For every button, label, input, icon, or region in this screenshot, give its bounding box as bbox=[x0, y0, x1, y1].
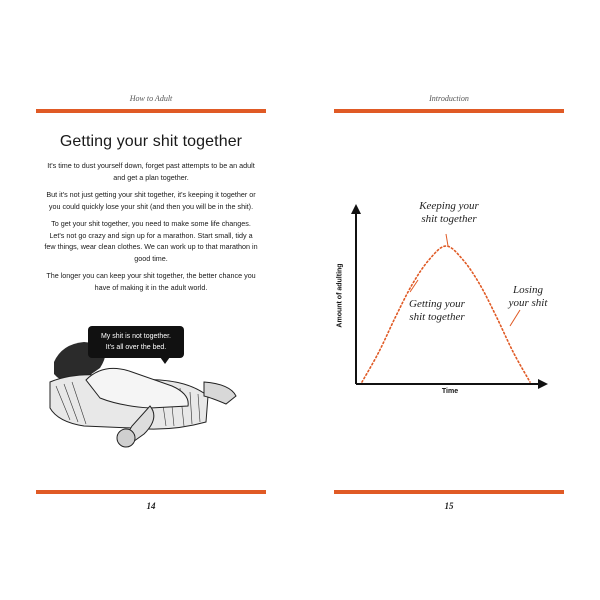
paragraph: It's time to dust yourself down, forget past attempts to be an adult and get a plan together. bbox=[47, 161, 255, 182]
paragraph: The longer you can keep your shit together, the better chance you have of making it in the adult world. bbox=[46, 271, 256, 292]
bottom-rule bbox=[334, 490, 564, 494]
annotation-getting bbox=[392, 298, 482, 324]
illustration-feet bbox=[204, 382, 236, 404]
annotation-leader bbox=[510, 310, 520, 326]
paragraph: To get your shit together, you need to make some life changes. Let's not go crazy and sign up for a marathon. Start small, tidy a few things, wear clean clothes. We can work up to that marathon in good time. bbox=[44, 219, 258, 263]
annotation-losing bbox=[498, 284, 558, 310]
annotation-keeping bbox=[394, 200, 504, 226]
bottom-rule bbox=[36, 490, 266, 494]
x-axis-arrow-icon bbox=[538, 379, 548, 389]
annotation-line: Keeping your bbox=[419, 200, 479, 212]
annotation-line: Losing bbox=[513, 284, 543, 296]
speech-bubble-line: It's all over the bed. bbox=[105, 344, 167, 351]
page-number: 15 bbox=[444, 501, 454, 511]
y-axis-label: Amount of adulting bbox=[336, 263, 344, 328]
speech-bubble-line: My shit is not together. bbox=[100, 333, 172, 340]
adulting-chart bbox=[334, 200, 564, 410]
annotation-line: shit together bbox=[409, 311, 465, 323]
y-axis-arrow-icon bbox=[351, 204, 361, 214]
annotation-line: your shit bbox=[508, 297, 548, 309]
top-rule bbox=[334, 109, 564, 113]
page-number: 14 bbox=[146, 501, 156, 511]
running-head: Introduction bbox=[429, 94, 469, 103]
annotation-line: shit together bbox=[421, 213, 477, 225]
illustration-head bbox=[117, 429, 135, 447]
paragraph: But it's not just getting your shit together, it's keeping it together or you could quickly lose your shit (and then you will be in the shit). bbox=[46, 190, 256, 211]
body-text bbox=[44, 160, 258, 299]
top-rule bbox=[36, 109, 266, 113]
speech-bubble bbox=[88, 326, 184, 358]
running-head: How to Adult bbox=[129, 94, 173, 103]
x-axis-label: Time bbox=[441, 388, 459, 395]
speech-bubble-tail bbox=[160, 357, 170, 364]
annotation-line: Getting your bbox=[409, 298, 465, 310]
page-heading: Getting your shit together bbox=[59, 133, 243, 150]
annotation-leader bbox=[446, 234, 448, 246]
